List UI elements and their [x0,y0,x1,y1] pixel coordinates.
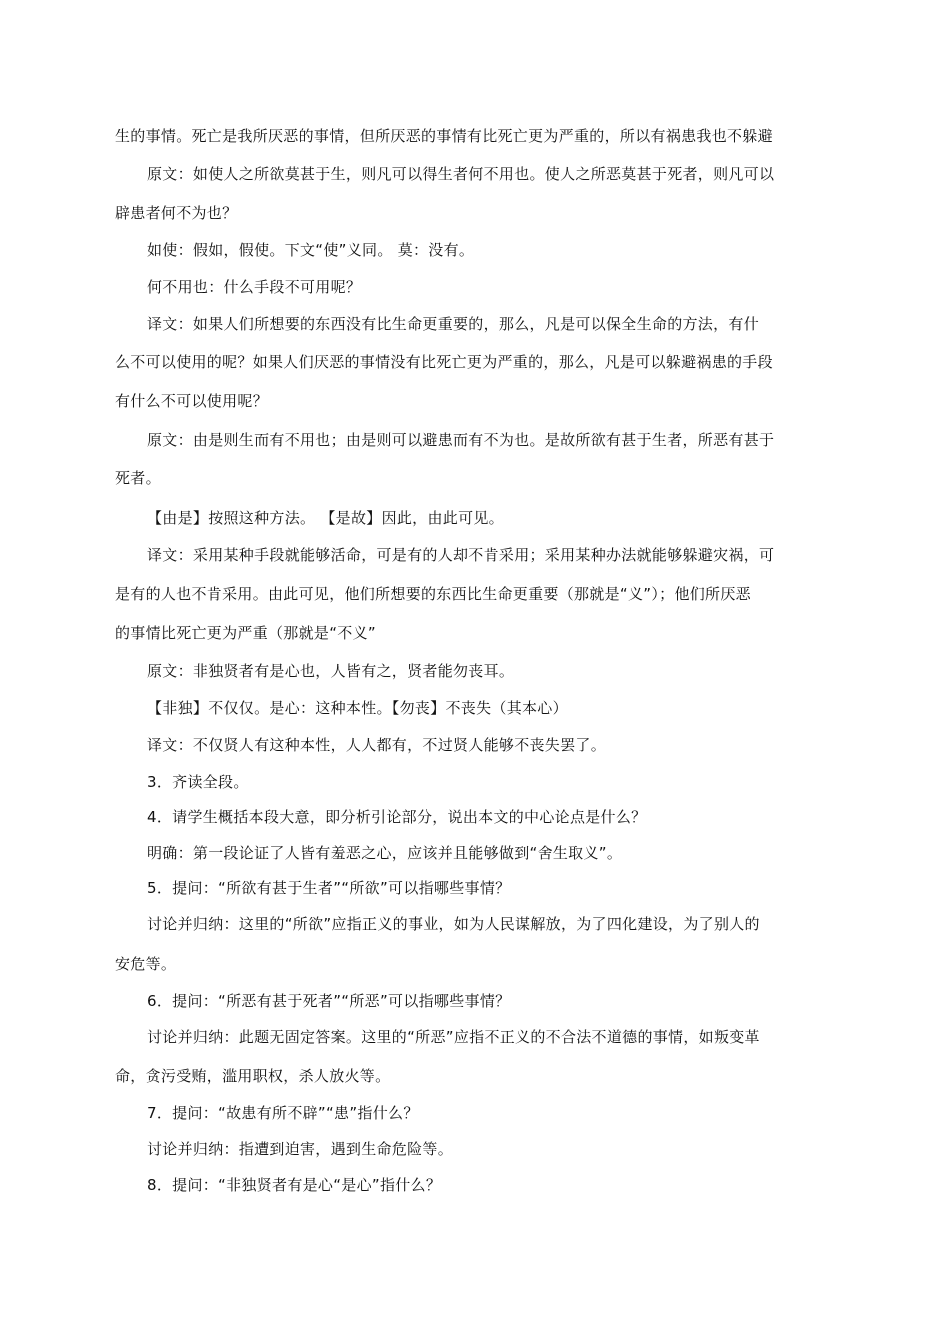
text-line: 讨论并归纳：此题无固定答案。这里的“所恶”应指不正义的不合法不道德的事情，如叛变革 [147,1028,760,1046]
text-line: 命，贪污受贿，滥用职权，杀人放火等。 [115,1067,391,1085]
text-line: 【由是】按照这种方法。 【是故】因此，由此可见。 [147,509,504,527]
text-line: 原文：如使人之所欲莫甚于生，则凡可以得生者何不用也。使人之所恶莫甚于死者，则凡可以 [147,165,775,183]
text-line: 安危等。 [115,955,177,973]
text-line: 7．提问：“故患有所不辟”“患”指什么？ [147,1104,419,1122]
text-line: 6．提问：“所恶有甚于死者”“所恶”可以指哪些事情？ [147,992,511,1010]
text-line: 死者。 [115,469,161,487]
text-line: 译文：采用某种手段就能够活命，可是有的人却不肯采用；采用某种办法就能够躲避灾祸，可 [147,546,775,564]
text-line: 是有的人也不肯采用。由此可见，他们所想要的东西比生命更重要（那就是“义”）；他们所厌恶 [115,585,751,603]
text-line: 讨论并归纳：这里的“所欲”应指正义的事业，如为人民谋解放，为了四化建设，为了别人的 [147,915,760,933]
text-line: 4．请学生概括本段大意，即分析引论部分，说出本文的中心论点是什么？ [147,808,647,826]
text-line: 有什么不可以使用呢？ [115,392,269,410]
text-line: 如使：假如，假使。下文“使”义同。 莫：没有。 [147,241,475,259]
text-line: 的事情比死亡更为严重（那就是“不义” [115,624,376,642]
text-line: 明确：第一段论证了人皆有羞恶之心，应该并且能够做到“舍生取义”。 [147,844,623,862]
text-line: 生的事情。死亡是我所厌恶的事情，但所厌恶的事情有比死亡更为严重的，所以有祸患我也不躲避 [115,127,773,145]
text-line: 5．提问：“所欲有甚于生者”“所欲”可以指哪些事情？ [147,879,511,897]
text-line: 【非独】不仅仅。是心：这种本性。【勿丧】不丧失（其本心） [147,699,568,717]
text-line: 8．提问：“非独贤者有是心“是心”指什么？ [147,1176,442,1194]
text-line: 么不可以使用的呢？如果人们厌恶的事情没有比死亡更为严重的，那么，凡是可以躲避祸患的手段 [115,353,773,371]
text-line: 译文：不仅贤人有这种本性，人人都有，不过贤人能够不丧失罢了。 [147,736,607,754]
text-line: 何不用也：什么手段不可用呢？ [147,278,362,296]
text-line: 辟患者何不为也？ [115,204,238,222]
text-line: 原文：非独贤者有是心也，人皆有之，贤者能勿丧耳。 [147,662,515,680]
text-line: 原文：由是则生而有不用也；由是则可以避患而有不为也。是故所欲有甚于生者，所恶有甚于 [147,431,775,449]
text-line: 3．齐读全段。 [147,773,249,791]
text-line: 讨论并归纳：指遭到迫害，遇到生命危险等。 [147,1140,454,1158]
text-line: 译文：如果人们所想要的东西没有比生命更重要的，那么，凡是可以保全生命的方法，有什 [147,315,760,333]
